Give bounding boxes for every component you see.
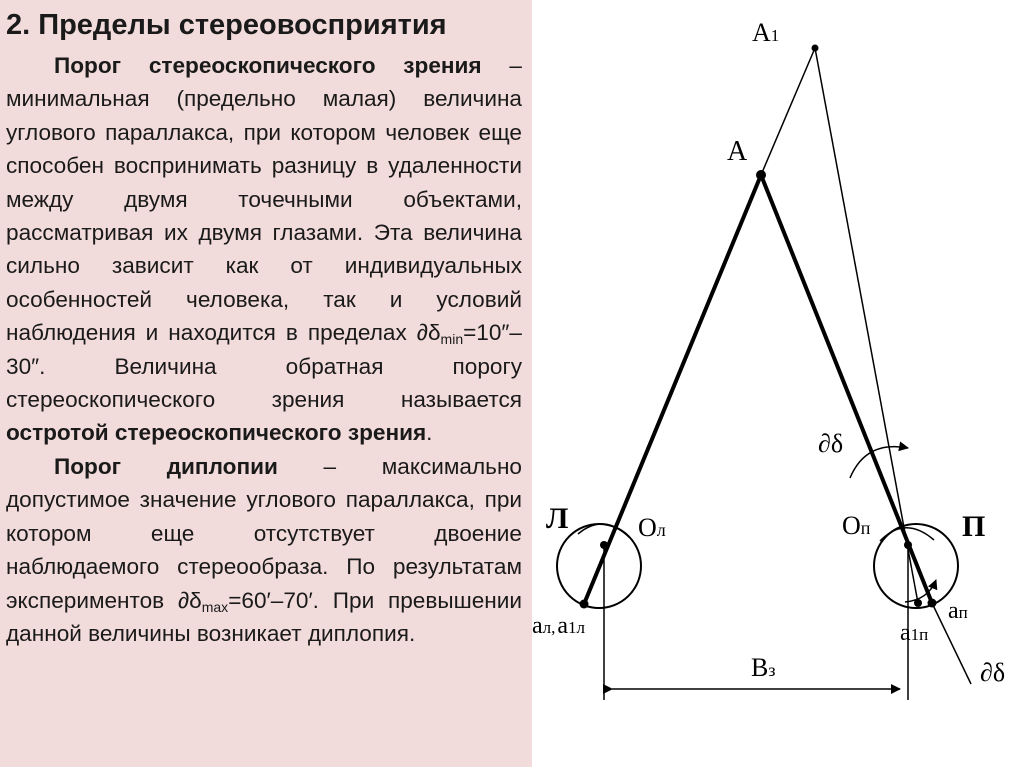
label-a1-right: a1п xyxy=(900,620,929,646)
label-right-eye: П xyxy=(962,510,986,543)
p2-subscript: max xyxy=(201,598,229,615)
p1-text-b: Величина обратная порогу стереоскопического зрения называется xyxy=(6,353,522,413)
p1-text-a: – минимальная (предельно малая) величина углового параллакса, при котором человек еще способен воспринимать разницу в удаленности между двумя точечными объектами, рассматривая их двумя глазами. Эта величина сильно зависит как от индивидуальных особенностей человека, так и условий наблюдения и находится в пределах xyxy=(6,53,522,346)
label-angle-top: ∂δ xyxy=(818,429,844,458)
p2-symbol: ∂δ xyxy=(177,587,202,613)
stereo-diagram xyxy=(532,0,1024,767)
p2-value: =60′–70′. xyxy=(228,587,319,613)
label-baseline: Bз xyxy=(751,653,776,682)
p2-text-a: – максимально допустимое значение углового параллакса, при котором еще отсутствует двоение наблюдаемого стереообраза. По результатам экспериментов xyxy=(6,453,522,613)
label-a: A xyxy=(727,136,748,167)
slide-title: 2. Пределы стереовосприятия xyxy=(6,9,447,41)
term-diplopia-threshold: Порог диплопии xyxy=(54,453,278,479)
point-right-nodal xyxy=(904,541,912,549)
point-left-nodal xyxy=(600,541,608,549)
label-o-left: Oл xyxy=(638,513,666,542)
paragraph-diplopia-threshold xyxy=(6,450,522,650)
label-o-right: Oп xyxy=(842,511,871,540)
p1-end: . xyxy=(426,420,433,446)
term-stereo-acuity: остротой стереоскопического зрения xyxy=(6,420,427,446)
p1-value: =10″–30″. xyxy=(6,320,522,379)
point-a1 xyxy=(812,45,819,52)
line-left-visual-axis xyxy=(584,175,761,604)
p1-symbol: ∂δ xyxy=(416,320,441,346)
label-a1: A1 xyxy=(752,18,780,47)
point-a1-right xyxy=(914,599,922,607)
paragraph-stereo-threshold xyxy=(6,49,522,450)
label-left-eye: Л xyxy=(546,502,569,535)
p1-subscript: min xyxy=(440,331,464,348)
term-stereo-threshold: Порог стереоскопического зрения xyxy=(54,53,482,78)
label-a-right: aп xyxy=(948,598,968,624)
label-a-left: aл,a1л xyxy=(532,613,586,639)
point-a-right xyxy=(928,599,937,608)
line-a1-left xyxy=(761,48,815,175)
point-a xyxy=(756,170,766,180)
point-a-left xyxy=(580,600,589,609)
p2-text-b: При превышении данной величины возникает диплопия. xyxy=(6,587,522,646)
label-angle-bottom: ∂δ xyxy=(980,658,1006,687)
